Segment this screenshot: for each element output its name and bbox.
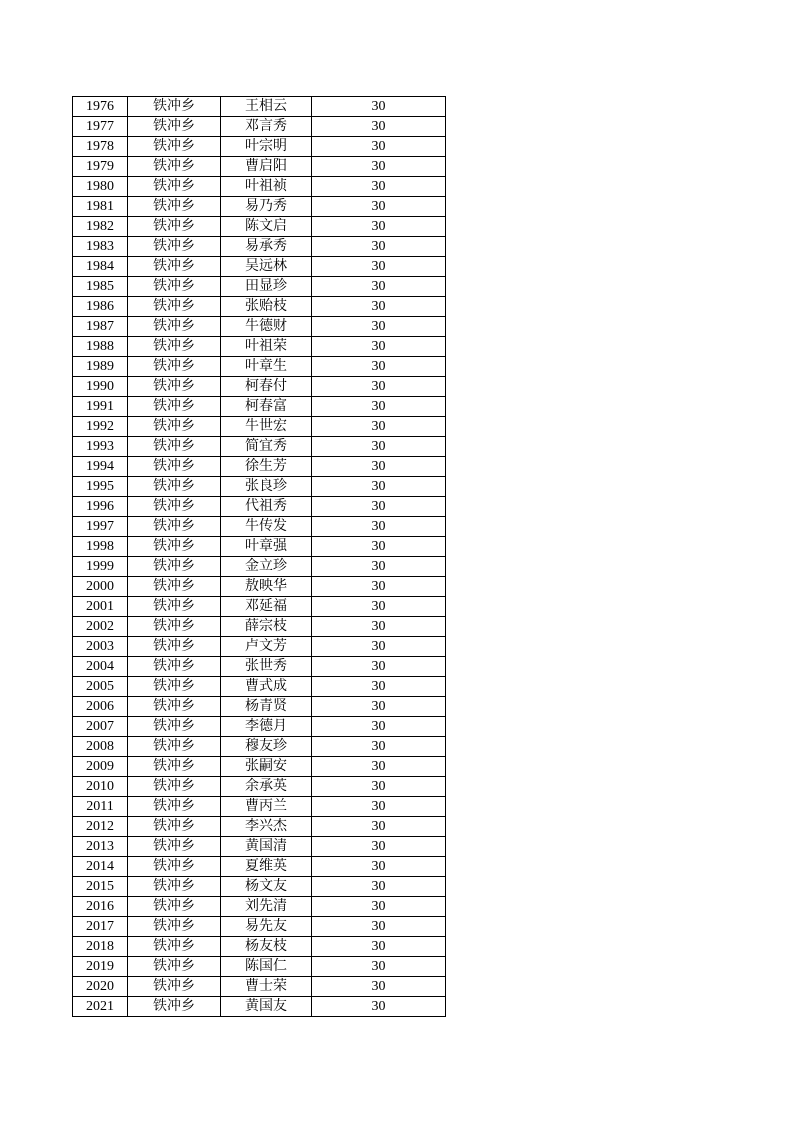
row-number-cell: 2005 [73, 677, 128, 697]
name-cell: 张世秀 [221, 657, 312, 677]
name-cell: 金立珍 [221, 557, 312, 577]
row-number-cell: 1977 [73, 117, 128, 137]
name-cell: 刘先清 [221, 897, 312, 917]
township-cell: 铁冲乡 [128, 537, 221, 557]
township-cell: 铁冲乡 [128, 917, 221, 937]
table-row [73, 777, 446, 797]
township-cell: 铁冲乡 [128, 277, 221, 297]
row-number-cell: 1988 [73, 337, 128, 357]
amount-cell: 30 [312, 537, 446, 557]
name-cell: 穆友珍 [221, 737, 312, 757]
township-cell: 铁冲乡 [128, 477, 221, 497]
township-cell: 铁冲乡 [128, 377, 221, 397]
table-row [73, 617, 446, 637]
row-number-cell: 1987 [73, 317, 128, 337]
township-cell: 铁冲乡 [128, 677, 221, 697]
township-cell: 铁冲乡 [128, 977, 221, 997]
row-number-cell: 2009 [73, 757, 128, 777]
township-cell: 铁冲乡 [128, 397, 221, 417]
table-row [73, 637, 446, 657]
amount-cell: 30 [312, 197, 446, 217]
name-cell: 牛世宏 [221, 417, 312, 437]
amount-cell: 30 [312, 417, 446, 437]
amount-cell: 30 [312, 677, 446, 697]
township-cell: 铁冲乡 [128, 897, 221, 917]
table-row [73, 317, 446, 337]
township-cell: 铁冲乡 [128, 317, 221, 337]
row-number-cell: 2003 [73, 637, 128, 657]
name-cell: 易承秀 [221, 237, 312, 257]
data-table [72, 96, 446, 1017]
name-cell: 叶宗明 [221, 137, 312, 157]
township-cell: 铁冲乡 [128, 597, 221, 617]
table-row [73, 97, 446, 117]
township-cell: 铁冲乡 [128, 957, 221, 977]
row-number-cell: 1995 [73, 477, 128, 497]
row-number-cell: 1983 [73, 237, 128, 257]
amount-cell: 30 [312, 777, 446, 797]
amount-cell: 30 [312, 717, 446, 737]
name-cell: 张嗣安 [221, 757, 312, 777]
table-row [73, 897, 446, 917]
amount-cell: 30 [312, 177, 446, 197]
table-row [73, 577, 446, 597]
table-row [73, 657, 446, 677]
name-cell: 易先友 [221, 917, 312, 937]
township-cell: 铁冲乡 [128, 937, 221, 957]
table-row [73, 977, 446, 997]
row-number-cell: 2019 [73, 957, 128, 977]
table-row [73, 357, 446, 377]
row-number-cell: 2000 [73, 577, 128, 597]
name-cell: 曹丙兰 [221, 797, 312, 817]
table-row [73, 997, 446, 1017]
amount-cell: 30 [312, 297, 446, 317]
table-row [73, 477, 446, 497]
table-row [73, 157, 446, 177]
amount-cell: 30 [312, 637, 446, 657]
township-cell: 铁冲乡 [128, 297, 221, 317]
table-row [73, 697, 446, 717]
table-row [73, 237, 446, 257]
name-cell: 夏维英 [221, 857, 312, 877]
table-row [73, 517, 446, 537]
name-cell: 杨青贤 [221, 697, 312, 717]
row-number-cell: 1992 [73, 417, 128, 437]
row-number-cell: 1985 [73, 277, 128, 297]
township-cell: 铁冲乡 [128, 877, 221, 897]
township-cell: 铁冲乡 [128, 557, 221, 577]
township-cell: 铁冲乡 [128, 717, 221, 737]
amount-cell: 30 [312, 857, 446, 877]
name-cell: 陈文启 [221, 217, 312, 237]
name-cell: 张贻枝 [221, 297, 312, 317]
name-cell: 柯春付 [221, 377, 312, 397]
amount-cell: 30 [312, 617, 446, 637]
township-cell: 铁冲乡 [128, 517, 221, 537]
amount-cell: 30 [312, 577, 446, 597]
amount-cell: 30 [312, 657, 446, 677]
name-cell: 李兴杰 [221, 817, 312, 837]
amount-cell: 30 [312, 217, 446, 237]
table-row [73, 437, 446, 457]
name-cell: 曹启阳 [221, 157, 312, 177]
amount-cell: 30 [312, 597, 446, 617]
table-row [73, 177, 446, 197]
row-number-cell: 1984 [73, 257, 128, 277]
row-number-cell: 2008 [73, 737, 128, 757]
table-row [73, 857, 446, 877]
amount-cell: 30 [312, 897, 446, 917]
name-cell: 柯春富 [221, 397, 312, 417]
name-cell: 陈国仁 [221, 957, 312, 977]
row-number-cell: 1976 [73, 97, 128, 117]
row-number-cell: 1991 [73, 397, 128, 417]
table-row [73, 217, 446, 237]
township-cell: 铁冲乡 [128, 97, 221, 117]
row-number-cell: 1980 [73, 177, 128, 197]
table-row [73, 337, 446, 357]
table-row [73, 717, 446, 737]
row-number-cell: 2014 [73, 857, 128, 877]
township-cell: 铁冲乡 [128, 337, 221, 357]
amount-cell: 30 [312, 937, 446, 957]
name-cell: 徐生芳 [221, 457, 312, 477]
row-number-cell: 1979 [73, 157, 128, 177]
table-row [73, 197, 446, 217]
amount-cell: 30 [312, 517, 446, 537]
row-number-cell: 1989 [73, 357, 128, 377]
township-cell: 铁冲乡 [128, 357, 221, 377]
township-cell: 铁冲乡 [128, 777, 221, 797]
row-number-cell: 2004 [73, 657, 128, 677]
name-cell: 卢文芳 [221, 637, 312, 657]
row-number-cell: 1981 [73, 197, 128, 217]
amount-cell: 30 [312, 477, 446, 497]
table-row [73, 497, 446, 517]
township-cell: 铁冲乡 [128, 417, 221, 437]
table-row [73, 397, 446, 417]
township-cell: 铁冲乡 [128, 257, 221, 277]
township-cell: 铁冲乡 [128, 237, 221, 257]
name-cell: 叶祖荣 [221, 337, 312, 357]
township-cell: 铁冲乡 [128, 177, 221, 197]
table-row [73, 557, 446, 577]
name-cell: 杨友枝 [221, 937, 312, 957]
table-row [73, 677, 446, 697]
row-number-cell: 2012 [73, 817, 128, 837]
row-number-cell: 1982 [73, 217, 128, 237]
table-row [73, 757, 446, 777]
name-cell: 杨文友 [221, 877, 312, 897]
township-cell: 铁冲乡 [128, 857, 221, 877]
amount-cell: 30 [312, 137, 446, 157]
row-number-cell: 1978 [73, 137, 128, 157]
row-number-cell: 1994 [73, 457, 128, 477]
name-cell: 邓言秀 [221, 117, 312, 137]
township-cell: 铁冲乡 [128, 197, 221, 217]
amount-cell: 30 [312, 437, 446, 457]
row-number-cell: 1997 [73, 517, 128, 537]
row-number-cell: 1996 [73, 497, 128, 517]
name-cell: 简宜秀 [221, 437, 312, 457]
township-cell: 铁冲乡 [128, 797, 221, 817]
amount-cell: 30 [312, 877, 446, 897]
table-row [73, 597, 446, 617]
name-cell: 曹式成 [221, 677, 312, 697]
table-row [73, 877, 446, 897]
table-row [73, 117, 446, 137]
township-cell: 铁冲乡 [128, 457, 221, 477]
amount-cell: 30 [312, 977, 446, 997]
township-cell: 铁冲乡 [128, 217, 221, 237]
township-cell: 铁冲乡 [128, 497, 221, 517]
row-number-cell: 2021 [73, 997, 128, 1017]
row-number-cell: 2013 [73, 837, 128, 857]
row-number-cell: 1998 [73, 537, 128, 557]
township-cell: 铁冲乡 [128, 437, 221, 457]
amount-cell: 30 [312, 917, 446, 937]
name-cell: 张良珍 [221, 477, 312, 497]
name-cell: 黄国清 [221, 837, 312, 857]
row-number-cell: 1993 [73, 437, 128, 457]
township-cell: 铁冲乡 [128, 157, 221, 177]
name-cell: 王相云 [221, 97, 312, 117]
table-row [73, 837, 446, 857]
amount-cell: 30 [312, 377, 446, 397]
table-row [73, 297, 446, 317]
row-number-cell: 2015 [73, 877, 128, 897]
table-row [73, 937, 446, 957]
township-cell: 铁冲乡 [128, 737, 221, 757]
amount-cell: 30 [312, 957, 446, 977]
amount-cell: 30 [312, 277, 446, 297]
name-cell: 邓延福 [221, 597, 312, 617]
name-cell: 吴远林 [221, 257, 312, 277]
table-row [73, 817, 446, 837]
amount-cell: 30 [312, 317, 446, 337]
amount-cell: 30 [312, 997, 446, 1017]
table-row [73, 537, 446, 557]
table-row [73, 417, 446, 437]
row-number-cell: 2010 [73, 777, 128, 797]
row-number-cell: 2018 [73, 937, 128, 957]
name-cell: 田显珍 [221, 277, 312, 297]
table-row [73, 457, 446, 477]
township-cell: 铁冲乡 [128, 617, 221, 637]
amount-cell: 30 [312, 157, 446, 177]
township-cell: 铁冲乡 [128, 117, 221, 137]
amount-cell: 30 [312, 797, 446, 817]
township-cell: 铁冲乡 [128, 817, 221, 837]
table-row [73, 917, 446, 937]
name-cell: 李德月 [221, 717, 312, 737]
row-number-cell: 2006 [73, 697, 128, 717]
township-cell: 铁冲乡 [128, 757, 221, 777]
amount-cell: 30 [312, 117, 446, 137]
name-cell: 黄国友 [221, 997, 312, 1017]
amount-cell: 30 [312, 237, 446, 257]
amount-cell: 30 [312, 497, 446, 517]
amount-cell: 30 [312, 397, 446, 417]
amount-cell: 30 [312, 337, 446, 357]
amount-cell: 30 [312, 97, 446, 117]
table-body [73, 97, 446, 1017]
township-cell: 铁冲乡 [128, 637, 221, 657]
name-cell: 叶章生 [221, 357, 312, 377]
township-cell: 铁冲乡 [128, 697, 221, 717]
name-cell: 易乃秀 [221, 197, 312, 217]
amount-cell: 30 [312, 457, 446, 477]
row-number-cell: 2020 [73, 977, 128, 997]
township-cell: 铁冲乡 [128, 657, 221, 677]
amount-cell: 30 [312, 757, 446, 777]
table-row [73, 257, 446, 277]
township-cell: 铁冲乡 [128, 137, 221, 157]
table-row [73, 797, 446, 817]
amount-cell: 30 [312, 557, 446, 577]
row-number-cell: 2007 [73, 717, 128, 737]
table-row [73, 737, 446, 757]
row-number-cell: 1990 [73, 377, 128, 397]
amount-cell: 30 [312, 737, 446, 757]
name-cell: 曹士荣 [221, 977, 312, 997]
amount-cell: 30 [312, 697, 446, 717]
name-cell: 薛宗枝 [221, 617, 312, 637]
name-cell: 牛德财 [221, 317, 312, 337]
amount-cell: 30 [312, 357, 446, 377]
table-row [73, 137, 446, 157]
table-row [73, 377, 446, 397]
name-cell: 牛传发 [221, 517, 312, 537]
row-number-cell: 2016 [73, 897, 128, 917]
name-cell: 余承英 [221, 777, 312, 797]
amount-cell: 30 [312, 257, 446, 277]
row-number-cell: 2011 [73, 797, 128, 817]
township-cell: 铁冲乡 [128, 997, 221, 1017]
amount-cell: 30 [312, 817, 446, 837]
name-cell: 叶章强 [221, 537, 312, 557]
name-cell: 敖映华 [221, 577, 312, 597]
row-number-cell: 1999 [73, 557, 128, 577]
name-cell: 代祖秀 [221, 497, 312, 517]
row-number-cell: 2001 [73, 597, 128, 617]
table-row [73, 957, 446, 977]
township-cell: 铁冲乡 [128, 837, 221, 857]
row-number-cell: 2017 [73, 917, 128, 937]
row-number-cell: 1986 [73, 297, 128, 317]
table-row [73, 277, 446, 297]
township-cell: 铁冲乡 [128, 577, 221, 597]
row-number-cell: 2002 [73, 617, 128, 637]
amount-cell: 30 [312, 837, 446, 857]
name-cell: 叶祖祯 [221, 177, 312, 197]
